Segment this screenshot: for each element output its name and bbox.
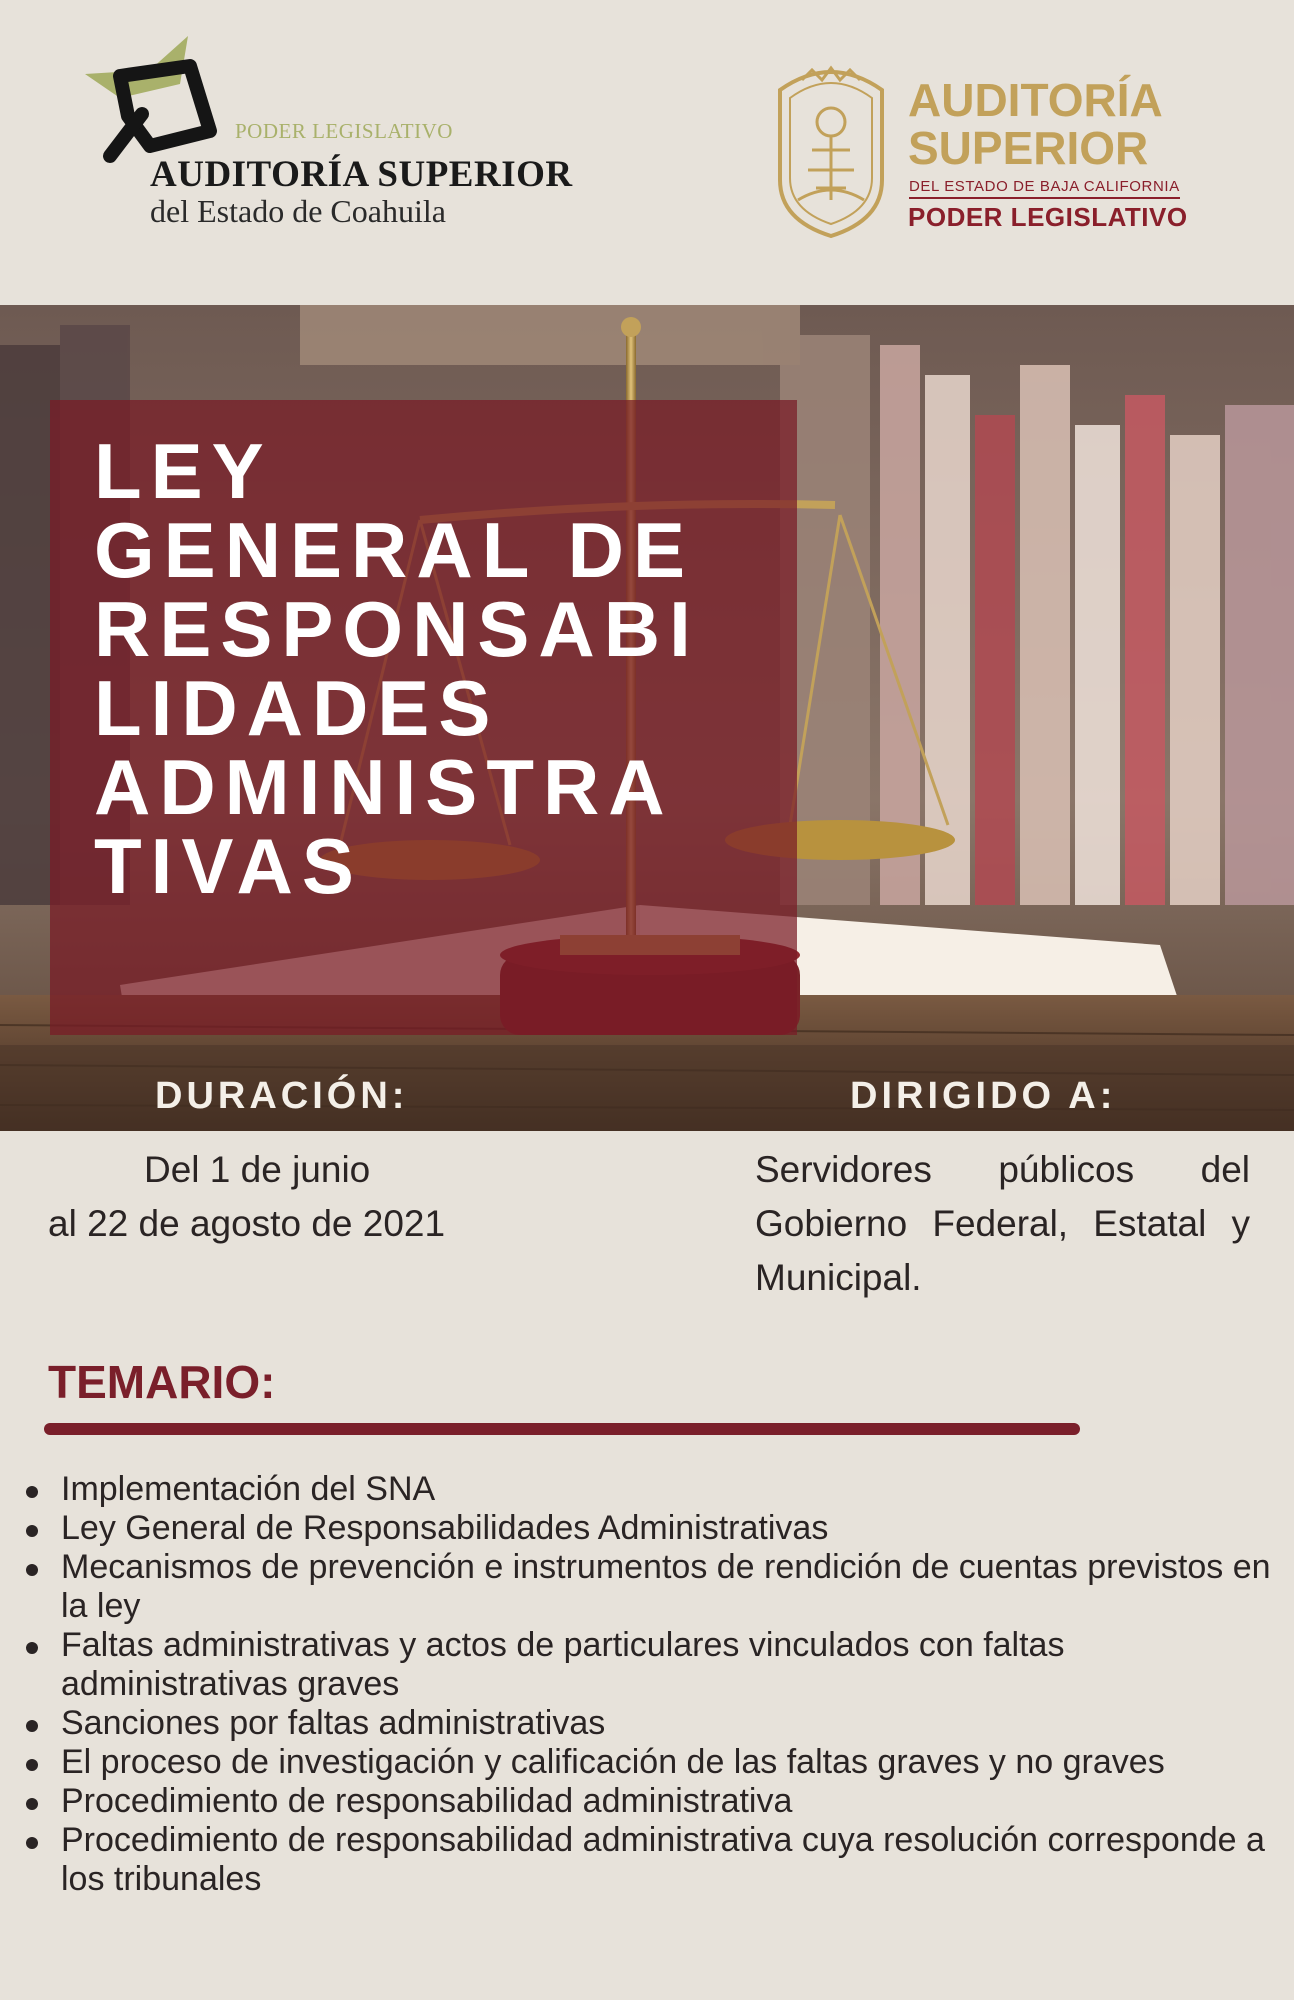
audience-label: DIRIGIDO A: — [850, 1075, 1117, 1117]
title-panel — [50, 400, 797, 1035]
title-line: GENERAL DE — [94, 506, 694, 594]
topic-text: El proceso de investigación y calificación de las faltas graves y no graves — [61, 1743, 1165, 1781]
bullet-icon — [26, 1798, 38, 1810]
duration-start: Del 1 de junio — [144, 1149, 371, 1190]
bullet-icon — [26, 1642, 38, 1654]
topic-text: Implementación del SNA — [61, 1470, 436, 1508]
right-logo-branch: PODER LEGISLATIVO — [908, 202, 1188, 232]
list-item — [20, 1509, 1290, 1548]
bullet-icon — [26, 1486, 38, 1498]
right-logo-word2: SUPERIOR — [908, 122, 1149, 174]
audience-description: Servidores públicos del Gobierno Federal, Estatal y Municipal. — [755, 1149, 1250, 1298]
bullet-icon — [26, 1564, 38, 1576]
course-info — [0, 1131, 1294, 1331]
bullet-icon — [26, 1837, 38, 1849]
right-logo-state: DEL ESTADO DE BAJA CALIFORNIA — [909, 178, 1180, 199]
left-logo-title: AUDITORÍA SUPERIOR — [150, 154, 573, 195]
list-item — [20, 1782, 1290, 1821]
list-item — [20, 1626, 1290, 1704]
left-logo-state: del Estado de Coahuila — [150, 193, 446, 229]
list-item — [20, 1704, 1290, 1743]
topic-text: Procedimiento de responsabilidad administrativa cuya resolución corresponde a los tribunales — [61, 1821, 1265, 1898]
list-item — [20, 1470, 1290, 1509]
topic-text: Ley General de Responsabilidades Administrativas — [61, 1509, 829, 1547]
title-line: TIVAS — [94, 822, 363, 910]
duration-label: DURACIÓN: — [155, 1075, 409, 1117]
title-line: LEY — [94, 427, 273, 515]
topic-text: Mecanismos de prevención e instrumentos de rendición de cuentas previstos en la ley — [61, 1548, 1271, 1625]
title-line: ADMINISTRA — [94, 743, 674, 831]
duration-end: al 22 de agosto de 2021 — [48, 1203, 446, 1244]
topic-text: Faltas administrativas y actos de particulares vinculados con faltas administrativas graves — [61, 1626, 1065, 1703]
baja-california-audit-logo — [772, 60, 1232, 240]
left-logo-subtitle: PODER LEGISLATIVO — [235, 119, 453, 143]
list-item — [20, 1821, 1290, 1899]
title-line: RESPONSABI — [94, 585, 700, 673]
syllabus-divider — [44, 1423, 1080, 1435]
course-title — [94, 427, 774, 910]
state-seal-icon — [772, 60, 890, 238]
duration-dates — [48, 1143, 508, 1251]
right-logo-word1: AUDITORÍA — [908, 74, 1163, 126]
bullet-icon — [26, 1525, 38, 1537]
hero-banner — [0, 305, 1294, 1131]
title-line: LIDADES — [94, 664, 500, 752]
topic-text: Sanciones por faltas administrativas — [61, 1704, 606, 1742]
header — [0, 0, 1294, 305]
syllabus-heading: TEMARIO: — [48, 1356, 276, 1408]
bullet-icon — [26, 1759, 38, 1771]
coahuila-audit-logo — [80, 36, 573, 236]
topic-text: Procedimiento de responsabilidad administrativa — [61, 1782, 793, 1820]
list-item — [20, 1548, 1290, 1626]
list-item — [20, 1743, 1290, 1782]
bullet-icon — [26, 1720, 38, 1732]
syllabus-list — [20, 1470, 1290, 1899]
